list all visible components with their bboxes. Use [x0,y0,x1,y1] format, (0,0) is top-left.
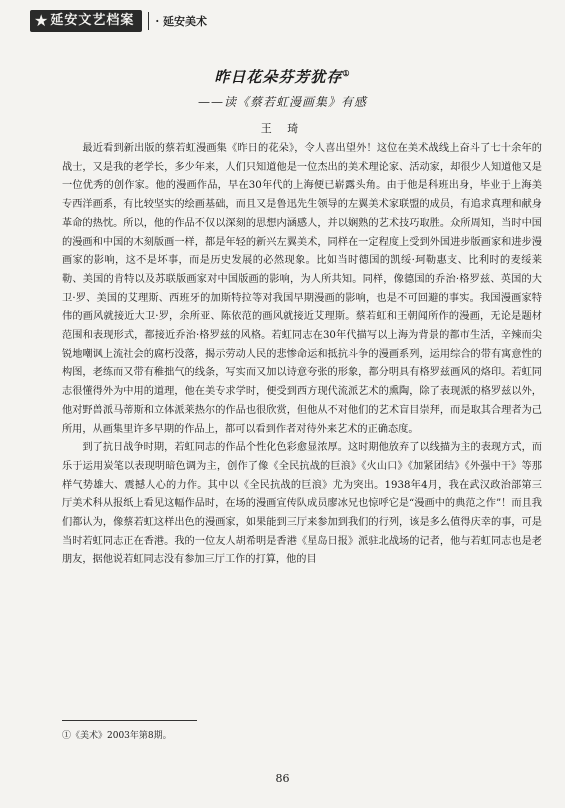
header-divider [148,12,149,30]
article-title-text: 昨日花朵芬芳犹存 [214,68,343,86]
footnote: ①《美术》2003年第8期。 [62,731,172,741]
article-body [62,140,542,570]
star-icon: ★ [34,11,49,30]
page-number: 86 [275,772,290,785]
page-header [30,8,290,34]
series-logo [30,10,142,32]
article-title [0,66,565,87]
body-paragraph: 到了抗日战争时期，若虹同志的作品个性化色彩愈显浓厚。这时期他放弃了以线描为主的表现方式，而乐于运用炭笔以表现明暗色调为主，创作了像《全民抗战的巨浪》《火山口》《加紧团结》《外强中干》等那样气势雄大、震撼人心的力作。其中以《全民抗战的巨浪》尤为突出。1938年4月，我在武汉政治部第三厅美术科从报纸上看见这幅作品时，在场的漫画宣传队成员廖冰兄也惊呼它是“漫画中的典范之作”！而且我们都认为，像蔡若虹这样出色的漫画家，如果能到三厅来参加到我们的行列，该是多么值得庆幸的事，可是当时若虹同志正在香港。我的一位友人胡希明是香港《星岛日报》派驻北战场的记者，他与若虹同志也是老朋友，据他说若虹同志没有参加三厅工作的打算，他的目 [62,442,542,566]
title-footnote-marker: ① [342,68,351,78]
article-author: 王 琦 [260,122,305,135]
footnote-divider [62,720,197,721]
section-label: · 延安美术 [155,15,208,28]
body-paragraph: 最近看到新出版的蔡若虹漫画集《昨日的花朵》，令人喜出望外！这位在美术战线上奋斗了七十余年的战士，又是我的老学长，多少年来，人们只知道他是一位杰出的美术理论家、活动家，却很少人知道他又是一位优秀的创作家。他的漫画作品，早在30年代的上海便已崭露头角。由于他是科班出身，毕业于上海美专西洋画系，有比较坚实的绘画基础，而且又是鲁迅先生领导的左翼美术家联盟的成员，有追求真理和献身革命的热忱。所以，他的作品不仅以深刻的思想内涵感人，并以娴熟的艺术技巧取胜。众所周知，当时中国的漫画和中国的木刻版画一样，都是年轻的新兴左翼美术，同样在一定程度上受到外国进步版画家和进步漫画家的影响，这不是坏事，而是历史发展的必然现象。比如当时德国的凯绥·珂勒惠支、比利时的麦绥莱勒、美国的肯特以及苏联版画家对中国版画的影响，为人所共知。同样，像德国的乔治·格罗兹、英国的大卫·罗、美国的艾理斯、西班牙的加斯特拉等对我国早期漫画的影响，也是不可回避的事实。我国漫画家特伟的画风就接近大卫·罗，余所亚、陈依范的画风就接近艾理斯。蔡若虹和王朝闻所作的漫画，无论是题材范围和表现形式，都接近乔治·格罗兹的风格。若虹同志在30年代描写以上海为背景的都市生活，辛辣而尖锐地嘲讽上流社会的腐朽没落，揭示劳动人民的悲惨命运和抵抗斗争的漫画系列，运用综合的带有寓意性的构图，老练而又带有稚拙气的线条，写实而又加以诗意夸张的形象，都分明具有格罗兹画风的烙印。若虹同志很懂得外为中用的道理，他在美专求学时，便受到西方现代流派艺术的熏陶，除了表现派的格罗兹以外，他对野兽派马蒂斯和立体派莱热尔的作品也很欣赏，但他从不对他们的艺术盲目崇拜，而是取其合理者为己所用，从画集里许多早期的作品上，都可以看到作者对待外来艺术的正确态度。 [62,143,542,435]
article-subtitle: ——读《蔡若虹漫画集》有感 [197,95,367,109]
series-logo-text: 延安文艺档案 [50,13,135,28]
